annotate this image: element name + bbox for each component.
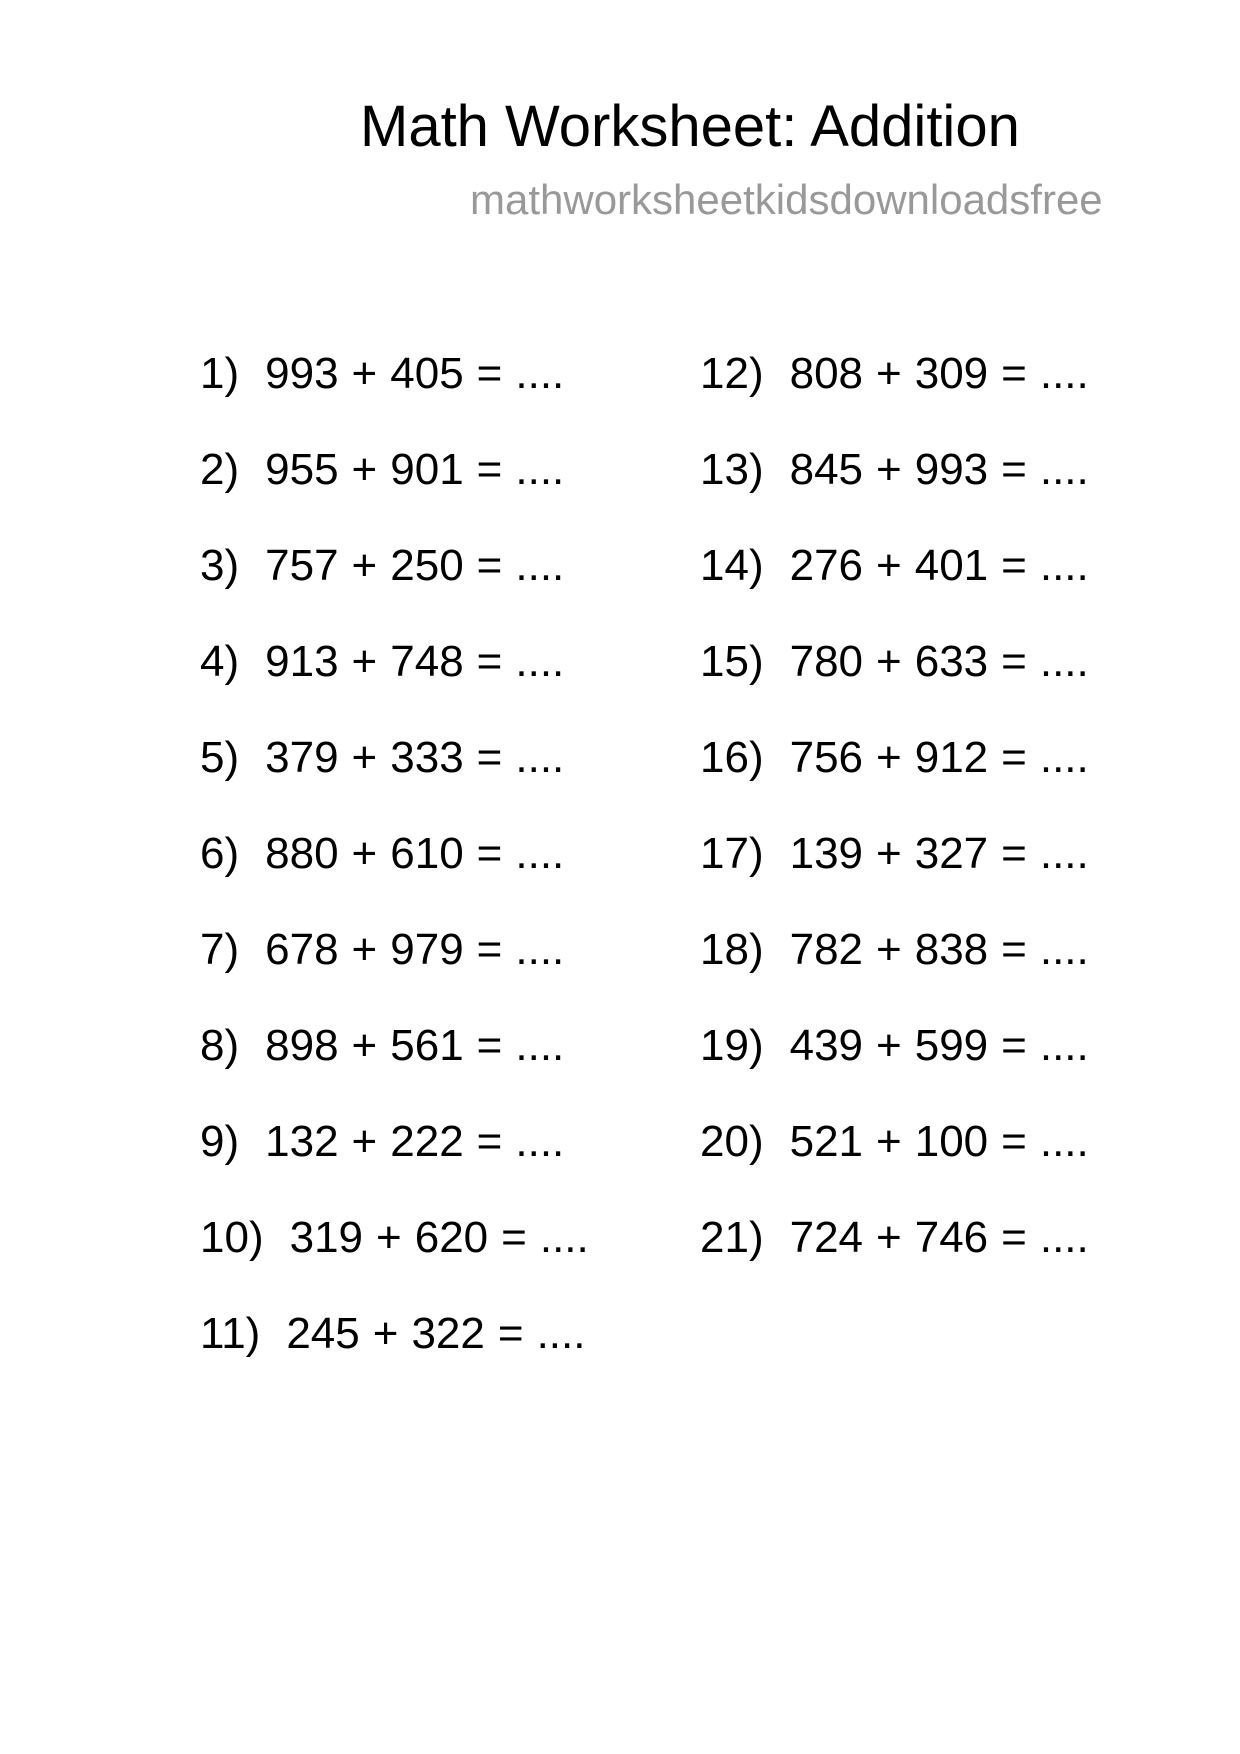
equals-sign: = bbox=[501, 1213, 527, 1262]
problem-number: 15) bbox=[700, 637, 764, 686]
addend-b: 993 bbox=[914, 445, 989, 494]
problem-row bbox=[200, 1117, 589, 1166]
answer-blank: .... bbox=[1039, 541, 1089, 590]
answer-blank: .... bbox=[515, 829, 565, 878]
addend-a: 782 bbox=[789, 925, 864, 974]
plus-operator: + bbox=[876, 349, 902, 398]
problem-number: 16) bbox=[700, 733, 764, 782]
addend-a: 132 bbox=[265, 1117, 339, 1166]
problems-column-left bbox=[200, 349, 589, 1408]
equals-sign: = bbox=[1001, 445, 1027, 494]
problem-number: 10) bbox=[200, 1213, 264, 1262]
equals-sign: = bbox=[1001, 733, 1027, 782]
problem-number: 17) bbox=[700, 829, 764, 878]
problem-number: 8) bbox=[200, 1021, 240, 1070]
problem-number: 4) bbox=[200, 637, 240, 686]
answer-blank: .... bbox=[1039, 733, 1089, 782]
addend-a: 955 bbox=[265, 445, 339, 494]
answer-blank: .... bbox=[515, 637, 565, 686]
addend-b: 838 bbox=[914, 925, 989, 974]
addend-a: 780 bbox=[789, 637, 864, 686]
problem-row bbox=[700, 1213, 1089, 1262]
equals-sign: = bbox=[476, 541, 503, 590]
problem-number: 19) bbox=[700, 1021, 764, 1070]
problem-number: 9) bbox=[200, 1117, 240, 1166]
problem-row bbox=[700, 1117, 1089, 1166]
page-title: Math Worksheet: Addition bbox=[360, 94, 1020, 159]
equals-sign: = bbox=[476, 349, 503, 398]
problem-row bbox=[200, 829, 589, 878]
plus-operator: + bbox=[876, 541, 902, 590]
answer-blank: .... bbox=[515, 1021, 565, 1070]
problem-row bbox=[200, 1213, 589, 1262]
equals-sign: = bbox=[476, 637, 503, 686]
answer-blank: .... bbox=[1039, 445, 1089, 494]
plus-operator: + bbox=[876, 1117, 902, 1166]
addend-a: 678 bbox=[265, 925, 339, 974]
equals-sign: = bbox=[1001, 829, 1027, 878]
page-subtitle: mathworksheetkidsdownloadsfree bbox=[470, 176, 1103, 223]
problem-number: 14) bbox=[700, 541, 764, 590]
answer-blank: .... bbox=[536, 1309, 586, 1358]
addend-a: 439 bbox=[789, 1021, 864, 1070]
addend-b: 633 bbox=[914, 637, 989, 686]
problem-number: 3) bbox=[200, 541, 240, 590]
equals-sign: = bbox=[1001, 925, 1027, 974]
plus-operator: + bbox=[876, 1213, 902, 1262]
answer-blank: .... bbox=[1039, 349, 1089, 398]
answer-blank: .... bbox=[515, 925, 565, 974]
plus-operator: + bbox=[351, 1117, 378, 1166]
problem-row bbox=[200, 925, 589, 974]
equals-sign: = bbox=[1001, 349, 1027, 398]
problem-number: 21) bbox=[700, 1213, 764, 1262]
addend-b: 912 bbox=[914, 733, 989, 782]
equals-sign: = bbox=[1001, 1213, 1027, 1262]
addend-a: 913 bbox=[265, 637, 339, 686]
problem-row bbox=[200, 445, 589, 494]
answer-blank: .... bbox=[1039, 1021, 1089, 1070]
equals-sign: = bbox=[476, 733, 503, 782]
problem-row bbox=[700, 1021, 1089, 1070]
addend-a: 379 bbox=[265, 733, 339, 782]
equals-sign: = bbox=[497, 1309, 524, 1358]
addend-a: 521 bbox=[789, 1117, 864, 1166]
addend-a: 139 bbox=[789, 829, 864, 878]
plus-operator: + bbox=[351, 1021, 378, 1070]
problem-number: 1) bbox=[200, 349, 240, 398]
plus-operator: + bbox=[876, 925, 902, 974]
addend-a: 757 bbox=[265, 541, 339, 590]
plus-operator: + bbox=[876, 445, 902, 494]
addend-a: 993 bbox=[265, 349, 339, 398]
problem-row bbox=[200, 1309, 589, 1358]
plus-operator: + bbox=[876, 1021, 902, 1070]
addend-b: 748 bbox=[390, 637, 464, 686]
addend-b: 333 bbox=[390, 733, 464, 782]
addend-a: 880 bbox=[265, 829, 339, 878]
problem-row bbox=[700, 733, 1089, 782]
answer-blank: .... bbox=[1039, 1117, 1089, 1166]
addend-a: 845 bbox=[789, 445, 864, 494]
answer-blank: .... bbox=[1039, 1213, 1089, 1262]
problem-row bbox=[200, 541, 589, 590]
equals-sign: = bbox=[1001, 541, 1027, 590]
addend-a: 808 bbox=[789, 349, 864, 398]
addend-b: 620 bbox=[414, 1213, 489, 1262]
problem-row bbox=[700, 349, 1089, 398]
addend-b: 322 bbox=[411, 1309, 485, 1358]
plus-operator: + bbox=[351, 925, 378, 974]
answer-blank: .... bbox=[515, 349, 565, 398]
problem-row bbox=[700, 829, 1089, 878]
plus-operator: + bbox=[876, 637, 902, 686]
problem-number: 13) bbox=[700, 445, 764, 494]
equals-sign: = bbox=[1001, 1117, 1027, 1166]
problem-row bbox=[200, 637, 589, 686]
problem-row bbox=[200, 1021, 589, 1070]
addend-b: 599 bbox=[914, 1021, 989, 1070]
problem-number: 2) bbox=[200, 445, 240, 494]
addend-b: 222 bbox=[390, 1117, 464, 1166]
equals-sign: = bbox=[476, 445, 503, 494]
addend-b: 327 bbox=[914, 829, 989, 878]
addend-b: 401 bbox=[914, 541, 989, 590]
addend-a: 276 bbox=[789, 541, 864, 590]
equals-sign: = bbox=[476, 925, 503, 974]
problem-row bbox=[200, 733, 589, 782]
plus-operator: + bbox=[351, 445, 378, 494]
equals-sign: = bbox=[476, 1117, 503, 1166]
addend-b: 309 bbox=[914, 349, 989, 398]
equals-sign: = bbox=[476, 1021, 503, 1070]
answer-blank: .... bbox=[539, 1213, 589, 1262]
plus-operator: + bbox=[351, 349, 378, 398]
addend-a: 724 bbox=[789, 1213, 864, 1262]
addend-b: 405 bbox=[390, 349, 464, 398]
equals-sign: = bbox=[1001, 637, 1027, 686]
addend-b: 250 bbox=[390, 541, 464, 590]
plus-operator: + bbox=[372, 1309, 399, 1358]
problem-row bbox=[700, 925, 1089, 974]
answer-blank: .... bbox=[515, 541, 565, 590]
problem-number: 6) bbox=[200, 829, 240, 878]
plus-operator: + bbox=[376, 1213, 402, 1262]
addend-b: 610 bbox=[390, 829, 464, 878]
problem-number: 12) bbox=[700, 349, 764, 398]
problem-row bbox=[200, 349, 589, 398]
addend-a: 245 bbox=[286, 1309, 360, 1358]
plus-operator: + bbox=[876, 829, 902, 878]
plus-operator: + bbox=[351, 733, 378, 782]
addend-b: 561 bbox=[390, 1021, 464, 1070]
addend-b: 901 bbox=[390, 445, 464, 494]
plus-operator: + bbox=[351, 637, 378, 686]
answer-blank: .... bbox=[515, 1117, 565, 1166]
problem-number: 18) bbox=[700, 925, 764, 974]
addend-a: 756 bbox=[789, 733, 864, 782]
problem-row bbox=[700, 445, 1089, 494]
answer-blank: .... bbox=[1039, 925, 1089, 974]
addend-b: 979 bbox=[390, 925, 464, 974]
problem-number: 20) bbox=[700, 1117, 764, 1166]
answer-blank: .... bbox=[515, 445, 565, 494]
problem-row bbox=[700, 541, 1089, 590]
addend-a: 898 bbox=[265, 1021, 339, 1070]
plus-operator: + bbox=[351, 541, 378, 590]
problem-row bbox=[700, 637, 1089, 686]
answer-blank: .... bbox=[1039, 637, 1089, 686]
equals-sign: = bbox=[476, 829, 503, 878]
equals-sign: = bbox=[1001, 1021, 1027, 1070]
problems-column-right bbox=[700, 349, 1089, 1312]
problem-number: 11) bbox=[200, 1309, 261, 1358]
problem-number: 5) bbox=[200, 733, 240, 782]
answer-blank: .... bbox=[515, 733, 565, 782]
addend-b: 100 bbox=[914, 1117, 989, 1166]
addend-b: 746 bbox=[914, 1213, 989, 1262]
addend-a: 319 bbox=[289, 1213, 364, 1262]
answer-blank: .... bbox=[1039, 829, 1089, 878]
plus-operator: + bbox=[351, 829, 378, 878]
problem-number: 7) bbox=[200, 925, 240, 974]
plus-operator: + bbox=[876, 733, 902, 782]
